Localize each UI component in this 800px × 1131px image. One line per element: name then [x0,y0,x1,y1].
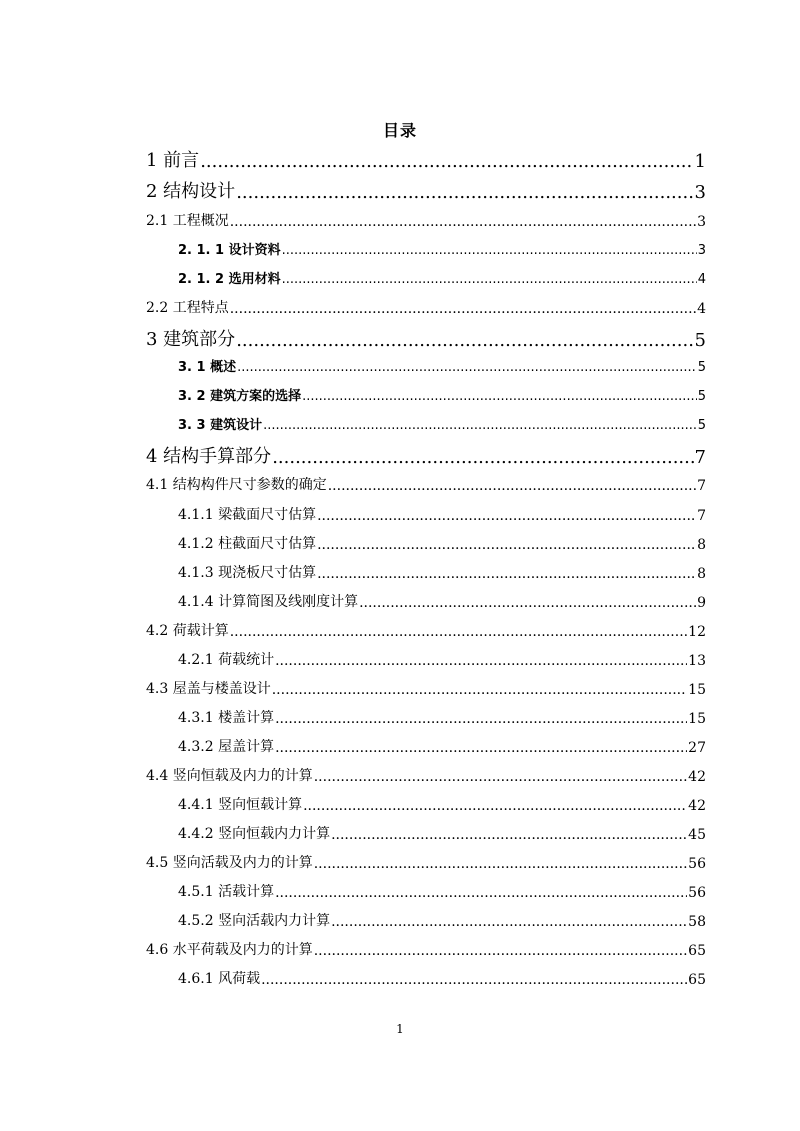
toc-entry-page: 5 [694,330,706,351]
toc-entry-label: 4.6 水平荷载及内力的计算 [146,942,313,958]
dot-leader [275,653,687,669]
dot-leader [275,740,687,756]
toc-entry-materials[interactable] [178,268,706,287]
dot-leader [230,301,696,317]
toc-entry-page: 5 [697,389,706,404]
dot-leader [331,827,687,843]
toc-entry-page: 56 [688,885,706,901]
toc-entry-label: 4 结构手算部分 [146,446,272,467]
toc-entry-label: 2.1 工程概况 [146,213,229,229]
toc-entry-overview[interactable] [178,356,706,375]
toc-entry-label: 4.6.1 风荷载 [178,971,261,987]
toc-entry-live-load-internal[interactable] [178,910,706,930]
toc-entry-label: 4.1.3 现浇板尺寸估算 [178,565,317,581]
dot-leader [302,389,697,404]
toc-entry-page: 1 [694,151,706,172]
toc-entry-calc-diagram[interactable] [178,591,706,611]
toc-entry-label: 4.3.1 楼盖计算 [178,710,275,726]
toc-entry-label: 2.2 工程特点 [146,300,229,316]
toc-entry-page: 7 [694,447,706,468]
toc-entry-label: 4.4 竖向恒载及内力的计算 [146,768,313,784]
toc-entry-project-features[interactable] [146,297,706,317]
page-title: 目录 [382,121,417,140]
toc-entry-page: 7 [697,508,706,524]
toc-entry-page: 3 [697,243,706,258]
toc-entry-label: 3. 1 概述 [178,360,237,375]
toc-entry-label: 2 结构设计 [146,181,236,202]
toc-entry-label: 4.1.1 梁截面尺寸估算 [178,507,317,523]
toc-entry-manual-calculation[interactable] [146,442,706,468]
toc-entry-live-load[interactable] [146,852,706,872]
toc-entry-page: 27 [688,740,706,756]
dot-leader [314,769,687,785]
toc-entry-page: 15 [688,682,706,698]
toc-entry-floor-calc[interactable] [178,707,706,727]
dot-leader [282,243,697,258]
dot-leader [236,182,693,203]
toc-entry-page: 45 [688,827,706,843]
toc-entry-page: 42 [688,798,706,814]
dot-leader [328,478,696,494]
toc-entry-label: 4.1.2 柱截面尺寸估算 [178,536,317,552]
toc-entry-beam-section[interactable] [178,504,706,524]
toc-entry-page: 56 [688,856,706,872]
toc-entry-member-dimensions[interactable] [146,474,706,494]
toc-entry-label: 4.2 荷载计算 [146,623,229,639]
toc-entry-roof-calc[interactable] [178,736,706,756]
toc-entry-label: 4.4.1 竖向恒载计算 [178,797,303,813]
toc-entry-dead-load-internal[interactable] [178,823,706,843]
toc-entry-live-load-calc[interactable] [178,881,706,901]
dot-leader [272,682,687,698]
toc-entry-page: 9 [697,595,706,611]
dot-leader [303,798,687,814]
toc-entry-wind-load[interactable] [178,968,706,988]
toc-entry-label: 2. 1. 1 设计资料 [178,243,281,258]
toc-entry-label: 1 前言 [146,150,200,171]
dot-leader [275,885,687,901]
toc-entry-load-calc[interactable] [146,620,706,640]
toc-entry-column-section[interactable] [178,533,706,553]
toc-entry-label: 3. 3 建筑设计 [178,418,263,433]
dot-leader [230,624,687,640]
toc-entry-horizontal-load[interactable] [146,939,706,959]
toc-entry-dead-load[interactable] [146,765,706,785]
toc-entry-page: 4 [697,301,706,317]
dot-leader [200,151,693,172]
page-number: 1 [396,1022,404,1036]
dot-leader [236,330,693,351]
dot-leader [317,508,696,524]
toc-entry-page: 3 [694,182,706,203]
toc-entry-label: 4.2.1 荷载统计 [178,652,275,668]
dot-leader [261,972,687,988]
toc-entry-page: 5 [697,418,706,433]
toc-entry-label: 4.5.2 竖向活载内力计算 [178,913,331,929]
toc-entry-page: 42 [688,769,706,785]
toc-entry-page: 8 [697,537,706,553]
toc-entry-roof-floor-design[interactable] [146,678,706,698]
dot-leader [237,360,697,375]
toc-entry-page: 58 [688,914,706,930]
toc-entry-page: 13 [688,653,706,669]
toc-entry-label: 4.5 竖向活载及内力的计算 [146,855,313,871]
dot-leader [314,856,687,872]
dot-leader [331,914,687,930]
toc-entry-dead-load-calc[interactable] [178,794,706,814]
toc-entry-project-overview[interactable] [146,210,706,230]
toc-entry-label: 3 建筑部分 [146,329,236,350]
dot-leader [230,214,696,230]
dot-leader [314,943,687,959]
dot-leader [282,272,697,287]
toc-entry-page: 7 [697,478,706,494]
toc-entry-label: 4.4.2 竖向恒载内力计算 [178,826,331,842]
toc-entry-label: 4.5.1 活载计算 [178,884,275,900]
toc-entry-label: 3. 2 建筑方案的选择 [178,389,302,404]
toc-entry-page: 65 [688,972,706,988]
toc-entry-label: 4.1 结构构件尺寸参数的确定 [146,477,327,493]
toc-entry-design-data[interactable] [178,239,706,258]
dot-leader [317,537,696,553]
toc-entry-architecture[interactable] [146,325,706,351]
toc-entry-load-statistics[interactable] [178,649,706,669]
dot-leader [275,711,687,727]
dot-leader [272,447,693,468]
toc-entry-foreword[interactable] [146,146,706,172]
toc-entry-architectural-design[interactable] [178,414,706,433]
toc-entry-label: 4.3 屋盖与楼盖设计 [146,681,271,697]
toc-entry-page: 65 [688,943,706,959]
toc-entry-scheme-selection[interactable] [178,385,706,404]
dot-leader [263,418,697,433]
toc-entry-label: 4.3.2 屋盖计算 [178,739,275,755]
dot-leader [359,595,696,611]
toc-entry-page: 5 [697,360,706,375]
toc-entry-label: 4.1.4 计算简图及线刚度计算 [178,594,359,610]
toc-entry-slab-size[interactable] [178,562,706,582]
toc-entry-label: 2. 1. 2 选用材料 [178,272,281,287]
toc-entry-page: 8 [697,566,706,582]
toc-entry-page: 15 [688,711,706,727]
toc-entry-structural-design[interactable] [146,177,706,203]
toc-entry-page: 3 [697,214,706,230]
toc-entry-page: 4 [697,272,706,287]
dot-leader [317,566,696,582]
toc-entry-page: 12 [688,624,706,640]
